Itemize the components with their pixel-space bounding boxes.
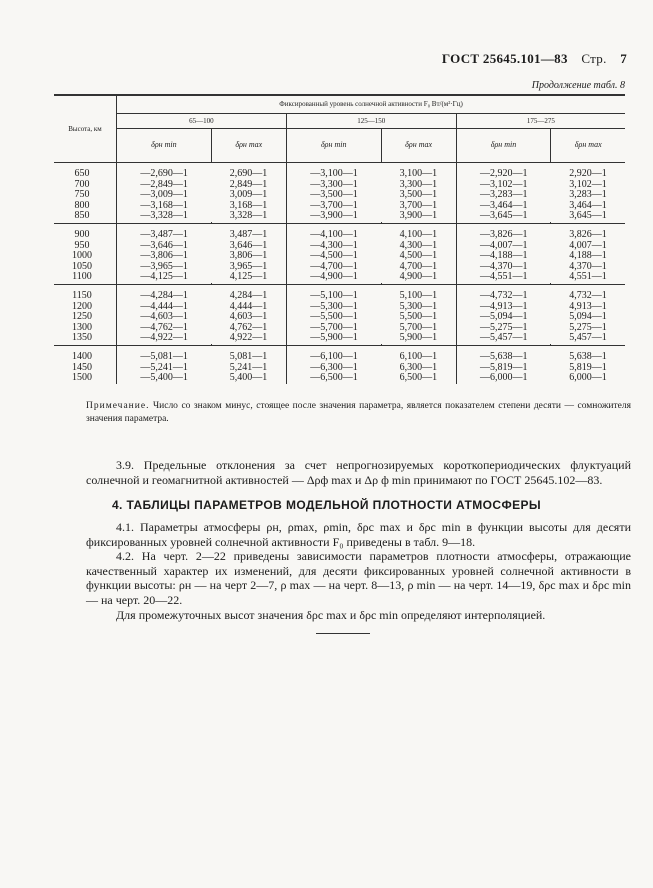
- value-cell: —4,300—1: [286, 241, 381, 252]
- value-cell: —4,370—1: [456, 262, 551, 273]
- height-cell: 1450: [54, 363, 117, 374]
- value-cell: 4,732—1: [569, 289, 607, 301]
- value-cell: 4,500—1: [399, 250, 438, 262]
- height-cell: 1350: [54, 333, 117, 344]
- value-cell: —3,965—1: [140, 260, 188, 272]
- value-cell: —3,806—1: [140, 250, 188, 262]
- page-number: 7: [620, 51, 627, 66]
- value-cell: —3,168—1: [140, 199, 188, 211]
- range-header-2: 125—150: [286, 114, 456, 129]
- value-cell: —4,732—1: [456, 284, 551, 301]
- value-cell: 6,300—1: [399, 361, 438, 373]
- height-cell: 1150: [54, 284, 117, 301]
- value-cell: —5,300—1: [286, 302, 381, 313]
- value-cell: 3,300—1: [399, 178, 438, 190]
- value-cell: —4,900—1: [286, 272, 381, 283]
- paragraph-4-1: 4.1. Параметры атмосферы ρн, ρmax, ρmin, δρc max и δρc min в функции высоты для десяти фиксированных уровней солнечной активности F₀ приведены в табл. 9—18.: [86, 520, 631, 549]
- value-cell: —5,275—1: [456, 323, 551, 334]
- value-cell: 5,457—1: [569, 332, 607, 344]
- value-cell: 4,913—1: [569, 300, 607, 312]
- value-cell: 5,241—1: [229, 361, 268, 373]
- value-cell: 3,464—1: [569, 199, 607, 211]
- table-body: [54, 163, 625, 384]
- value-cell: —5,900—1: [286, 333, 381, 344]
- value-cell: 3,645—1: [569, 210, 607, 222]
- table-row: [54, 272, 625, 283]
- value-cell: —3,300—1: [286, 180, 381, 191]
- value-cell: 6,000—1: [569, 372, 607, 384]
- value-cell: 3,806—1: [229, 250, 268, 262]
- note-text: Число со знаком минус, стоящее после значения параметра, является показателем степени десяти — сомножителя значения параметра.: [86, 401, 631, 424]
- flux-header: Фиксированный уровень солнечной активности F₀ Вт/(м²·Гц): [117, 95, 626, 114]
- range-header-3: 175—275: [456, 114, 625, 129]
- section-body: [86, 520, 631, 622]
- value-cell: —3,102—1: [456, 180, 551, 191]
- parameter-table: [54, 94, 625, 384]
- value-cell: —4,007—1: [456, 241, 551, 252]
- value-cell: —4,125—1: [140, 271, 188, 283]
- value-cell: —4,913—1: [456, 302, 551, 313]
- value-cell: —4,500—1: [286, 251, 381, 262]
- value-cell: 5,300—1: [399, 300, 438, 312]
- table-row: [54, 211, 625, 222]
- value-cell: —2,849—1: [140, 178, 188, 190]
- value-cell: —5,700—1: [286, 323, 381, 334]
- value-cell: —3,464—1: [456, 201, 551, 212]
- value-cell: —3,900—1: [286, 211, 381, 222]
- table-row: [54, 373, 625, 384]
- value-cell: 4,300—1: [399, 239, 438, 251]
- value-cell: 4,007—1: [569, 239, 607, 251]
- height-cell: 700: [54, 180, 117, 191]
- column-header: δρн max: [551, 129, 625, 163]
- height-cell: 650: [54, 163, 117, 180]
- value-cell: 3,168—1: [229, 199, 268, 211]
- height-cell: 1200: [54, 302, 117, 313]
- column-header: δρн max: [381, 129, 456, 163]
- height-cell: 900: [54, 223, 117, 240]
- value-cell: 2,690—1: [229, 168, 268, 179]
- value-cell: 4,922—1: [229, 332, 268, 344]
- value-cell: 4,700—1: [399, 260, 438, 272]
- end-rule: [316, 633, 370, 634]
- value-cell: 4,900—1: [399, 271, 438, 283]
- height-cell: 1050: [54, 262, 117, 273]
- value-cell: —4,100—1: [286, 223, 381, 240]
- height-cell: 1000: [54, 251, 117, 262]
- value-cell: —4,284—1: [140, 289, 188, 301]
- page-label: Стр.: [581, 51, 607, 66]
- value-cell: 3,826—1: [569, 228, 607, 240]
- value-cell: 3,965—1: [229, 260, 268, 272]
- value-cell: 3,283—1: [569, 189, 607, 201]
- height-cell: 1300: [54, 323, 117, 334]
- value-cell: 6,100—1: [399, 350, 438, 362]
- paragraph-3-9: 3.9. Предельные отклонения за счет непрогнозируемых короткопериодических флуктуаций солнечной и геомагнитной активностей — Δρф max и Δρ ф min принимают по ГОСТ 25645.102—83.: [86, 458, 631, 487]
- value-cell: 5,100—1: [399, 289, 438, 301]
- page-header: [442, 51, 627, 67]
- table-continued-label: Продолжение табл. 8: [531, 80, 625, 91]
- value-cell: 3,900—1: [399, 210, 438, 222]
- height-cell: 1100: [54, 272, 117, 283]
- value-cell: —3,645—1: [456, 211, 551, 222]
- table-row: [54, 223, 625, 240]
- value-cell: —3,500—1: [286, 190, 381, 201]
- height-cell: 950: [54, 241, 117, 252]
- value-cell: —2,920—1: [456, 163, 551, 180]
- value-cell: 4,444—1: [229, 300, 268, 312]
- value-cell: —6,500—1: [286, 373, 381, 384]
- paragraph-4-2: 4.2. На черт. 2—22 приведены зависимости параметров плотности атмосферы, отражающие качественный характер их изменений, для десяти фиксированных уровней солнечной активности в функции высоты: ρн — на черт 2—7, ρ max — на черт. 8—13, ρ min — на черт. 14—19, δρc max и δρc min — на черт. 20—22.: [86, 549, 631, 607]
- value-cell: —4,762—1: [140, 321, 188, 333]
- value-cell: 3,102—1: [569, 178, 607, 190]
- value-cell: 5,500—1: [399, 311, 438, 323]
- height-cell: 750: [54, 190, 117, 201]
- value-cell: —2,690—1: [140, 168, 188, 179]
- value-cell: 3,328—1: [229, 210, 268, 222]
- column-header: δρн min: [117, 129, 212, 163]
- value-cell: 2,849—1: [229, 178, 268, 190]
- value-cell: —5,400—1: [140, 372, 188, 384]
- height-cell: 1250: [54, 312, 117, 323]
- value-cell: —4,551—1: [456, 272, 551, 283]
- value-cell: 5,638—1: [569, 350, 607, 362]
- value-cell: —4,444—1: [140, 300, 188, 312]
- value-cell: 4,762—1: [229, 321, 268, 333]
- value-cell: 4,125—1: [229, 271, 268, 283]
- value-cell: 4,100—1: [399, 228, 438, 240]
- value-cell: —5,638—1: [456, 345, 551, 362]
- table-row: [54, 333, 625, 344]
- value-cell: —3,646—1: [140, 239, 188, 251]
- value-cell: —5,241—1: [140, 361, 188, 373]
- value-cell: 6,500—1: [399, 372, 438, 384]
- value-cell: —3,100—1: [286, 163, 381, 180]
- value-cell: —3,283—1: [456, 190, 551, 201]
- value-cell: —3,826—1: [456, 223, 551, 240]
- value-cell: —6,300—1: [286, 363, 381, 374]
- value-cell: 5,275—1: [569, 321, 607, 333]
- table-note: [86, 400, 631, 426]
- paragraph-interpolation: Для промежуточных высот значения δρc max и δρc min определяют интерполяцией.: [116, 607, 546, 622]
- value-cell: —5,819—1: [456, 363, 551, 374]
- value-cell: 5,900—1: [399, 332, 438, 344]
- range-header-1: 65—100: [117, 114, 287, 129]
- value-cell: —3,009—1: [140, 189, 188, 201]
- height-header: Высота, км: [54, 95, 117, 163]
- value-cell: —4,603—1: [140, 311, 188, 323]
- value-cell: 3,100—1: [399, 168, 438, 179]
- standard-number: ГОСТ 25645.101—83: [441, 51, 568, 66]
- value-cell: 4,551—1: [569, 271, 607, 283]
- value-cell: 2,920—1: [569, 168, 607, 179]
- value-cell: 3,500—1: [399, 189, 438, 201]
- value-cell: 3,487—1: [229, 228, 268, 240]
- table-row: [54, 163, 625, 180]
- value-cell: —5,500—1: [286, 312, 381, 323]
- value-cell: 3,646—1: [229, 239, 268, 251]
- value-cell: —3,328—1: [140, 210, 188, 222]
- value-cell: 5,094—1: [569, 311, 607, 323]
- value-cell: 5,700—1: [399, 321, 438, 333]
- value-cell: 5,081—1: [229, 350, 268, 362]
- height-cell: 800: [54, 201, 117, 212]
- section-title: 4. ТАБЛИЦЫ ПАРАМЕТРОВ МОДЕЛЬНОЙ ПЛОТНОСТИ АТМОСФЕРЫ: [111, 498, 542, 512]
- value-cell: 5,400—1: [229, 372, 268, 384]
- value-cell: —4,922—1: [140, 332, 188, 344]
- value-cell: 5,819—1: [569, 361, 607, 373]
- column-header: δρн max: [211, 129, 286, 163]
- value-cell: 3,700—1: [399, 199, 438, 211]
- value-cell: —3,487—1: [140, 228, 188, 240]
- value-cell: 4,603—1: [229, 311, 268, 323]
- value-cell: —3,700—1: [286, 201, 381, 212]
- value-cell: —4,700—1: [286, 262, 381, 273]
- column-header: δρн min: [456, 129, 551, 163]
- column-header: δρн min: [286, 129, 381, 163]
- value-cell: 3,009—1: [229, 189, 268, 201]
- value-cell: 4,284—1: [229, 289, 268, 301]
- height-cell: 1400: [54, 345, 117, 362]
- value-cell: 4,188—1: [569, 250, 607, 262]
- height-cell: 1500: [54, 373, 117, 384]
- value-cell: —6,000—1: [456, 373, 551, 384]
- note-lead: Примечание.: [86, 401, 150, 411]
- value-cell: 4,370—1: [569, 260, 607, 272]
- value-cell: —4,188—1: [456, 251, 551, 262]
- table-row: [54, 345, 625, 362]
- value-cell: —6,100—1: [286, 345, 381, 362]
- value-cell: —5,094—1: [456, 312, 551, 323]
- height-cell: 850: [54, 211, 117, 222]
- value-cell: —5,457—1: [456, 333, 551, 344]
- value-cell: —5,100—1: [286, 284, 381, 301]
- value-cell: —5,081—1: [140, 350, 188, 362]
- table-row: [54, 284, 625, 301]
